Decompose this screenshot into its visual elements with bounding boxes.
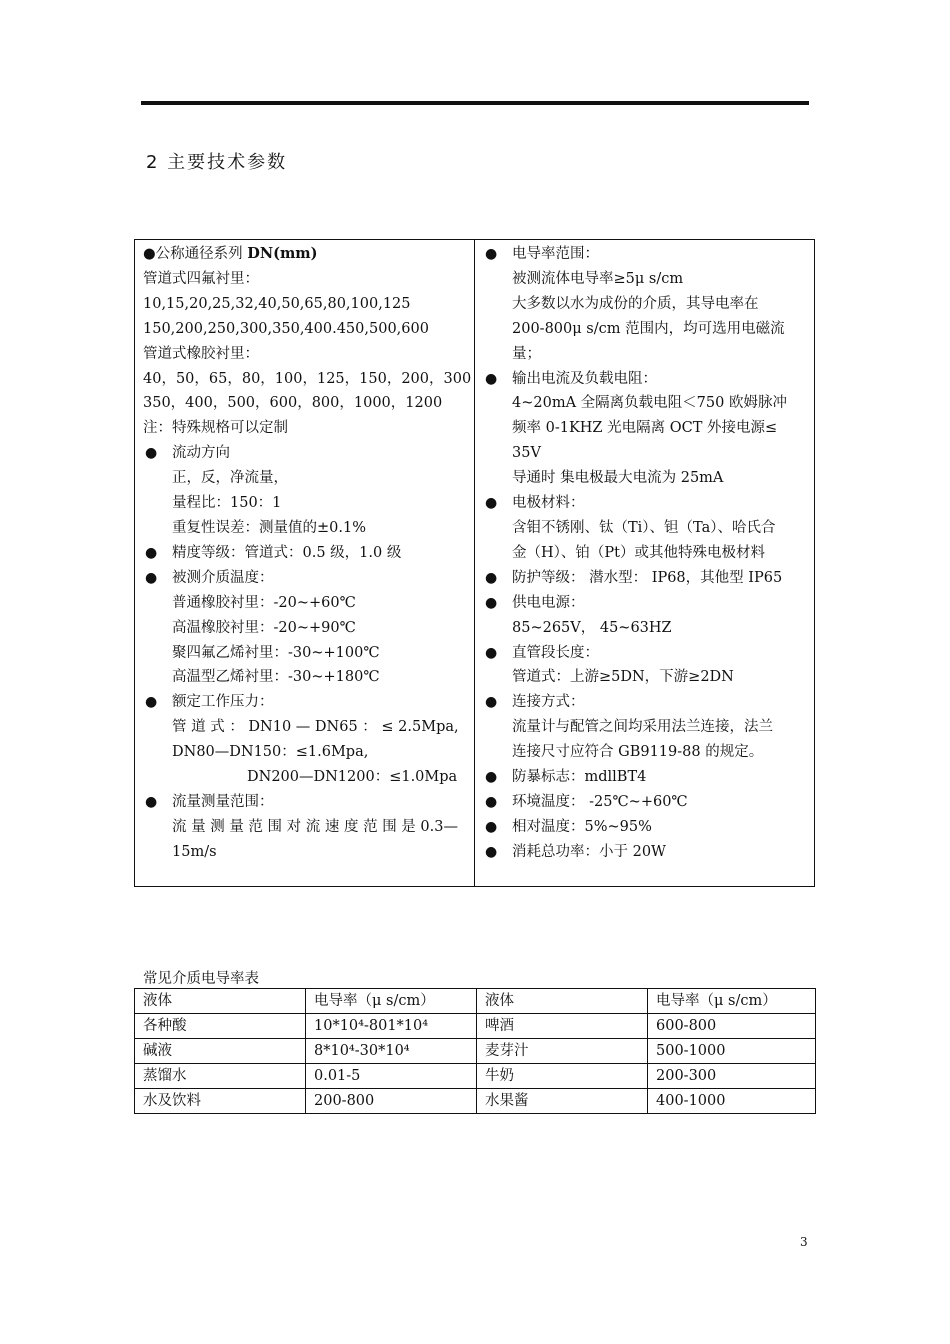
table-header-cell: 电导率（μ s/cm） bbox=[648, 989, 816, 1014]
spec-line: 200-800μ s/cm 范围内，均可选用电磁流 bbox=[512, 320, 785, 337]
bullet-icon: ● bbox=[145, 793, 158, 810]
spec-left-column bbox=[135, 240, 475, 886]
bullet-icon: ● bbox=[485, 694, 498, 711]
table-cell: 水果酱 bbox=[477, 1089, 648, 1114]
bullet-icon: ● bbox=[143, 246, 156, 262]
spec-line: 4~20mA 全隔离负载电阻＜750 欧姆脉冲 bbox=[512, 395, 787, 412]
bullet-icon: ● bbox=[485, 818, 498, 835]
spec-bullet-line bbox=[483, 367, 808, 392]
spec-line: 流 量 测 量 范 围 对 流 速 度 范 围 是 0.3— bbox=[172, 818, 458, 835]
spec-text: 环境温度： -25℃~+60℃ bbox=[512, 793, 688, 810]
spec-line: 被测流体电导率≥5μ s/cm bbox=[512, 270, 684, 287]
spec-line: 管道式橡胶衬里： bbox=[143, 345, 259, 362]
spec-text: 额定工作压力： bbox=[172, 694, 274, 711]
spec-line: 管 道 式 ： DN10 — DN65 ： ≤ 2.5Mpa, bbox=[172, 719, 459, 736]
table-cell: 麦芽汁 bbox=[477, 1039, 648, 1064]
conductivity-table bbox=[134, 988, 816, 1114]
spec-line: 金（H）、铂（Pt）或其他特殊电极材料 bbox=[512, 544, 765, 561]
page-number: 3 bbox=[800, 1235, 808, 1249]
table-header-cell: 电导率（μ s/cm） bbox=[306, 989, 477, 1014]
spec-bullet-line bbox=[483, 790, 808, 815]
spec-text: 连接方式： bbox=[512, 694, 585, 711]
table-cell: 600-800 bbox=[648, 1014, 816, 1039]
spec-line: 重复性误差：测量值的±0.1% bbox=[172, 519, 366, 536]
table-cell: 水及饮料 bbox=[135, 1089, 306, 1114]
bullet-icon: ● bbox=[485, 793, 498, 810]
spec-text: 防护等级： 潜水型： IP68，其他型 IP65 bbox=[512, 569, 783, 586]
spec-line bbox=[143, 242, 468, 267]
spec-bullet-line bbox=[143, 541, 468, 566]
spec-bullet-line bbox=[483, 591, 808, 616]
table-cell: 各种酸 bbox=[135, 1014, 306, 1039]
bullet-icon: ● bbox=[485, 843, 498, 860]
spec-line: 150,200,250,300,350,400.450,500,600 bbox=[143, 320, 429, 337]
spec-line: 高温型乙烯衬里：-30~+180℃ bbox=[172, 669, 380, 686]
spec-line: 量程比：150：1 bbox=[172, 495, 282, 512]
bullet-icon: ● bbox=[145, 544, 158, 561]
spec-bullet-line bbox=[483, 491, 808, 516]
spec-line: 流量计与配管之间均采用法兰连接，法兰 bbox=[512, 719, 773, 736]
spec-label-bold: DN(mm) bbox=[247, 245, 318, 262]
spec-text: 被测介质温度： bbox=[172, 569, 274, 586]
spec-text: 供电电源： bbox=[512, 594, 585, 611]
bullet-icon: ● bbox=[485, 495, 498, 512]
spec-bullet-line bbox=[483, 765, 808, 790]
spec-bullet-line bbox=[143, 441, 468, 466]
section-title: 2 主要技术参数 bbox=[146, 152, 288, 173]
spec-line: 导通时 集电极最大电流为 25mA bbox=[512, 470, 724, 487]
spec-line: 85~265V， 45~63HZ bbox=[512, 619, 672, 636]
table-cell: 蒸馏水 bbox=[135, 1064, 306, 1089]
spec-bullet-line bbox=[483, 840, 808, 865]
table-header-cell: 液体 bbox=[135, 989, 306, 1014]
spec-line: 大多数以水为成份的介质，其导电率在 bbox=[512, 295, 759, 312]
table-header-row bbox=[135, 989, 816, 1014]
table-cell: 200-300 bbox=[648, 1064, 816, 1089]
bullet-icon: ● bbox=[485, 246, 498, 262]
bullet-icon: ● bbox=[485, 769, 498, 786]
table-header-cell: 液体 bbox=[477, 989, 648, 1014]
spec-bullet-line bbox=[143, 790, 468, 815]
spec-line: 35V bbox=[512, 445, 541, 462]
spec-text: 防暴标志：mdllBT4 bbox=[512, 769, 647, 786]
spec-line: 40，50，65，80，100，125，150，200，300 bbox=[143, 370, 472, 387]
spec-table bbox=[134, 239, 815, 887]
spec-text: 精度等级：管道式：0.5 级，1.0 级 bbox=[172, 544, 402, 561]
spec-line: 管道式四氟衬里： bbox=[143, 270, 259, 287]
spec-line: 350，400，500，600，800，1000，1200 bbox=[143, 395, 443, 412]
table-cell: 牛奶 bbox=[477, 1064, 648, 1089]
spec-bullet-line bbox=[483, 690, 808, 715]
spec-line: 高温橡胶衬里：-20~+90℃ bbox=[172, 619, 356, 636]
table-cell: 10*10⁴-801*10⁴ bbox=[306, 1014, 477, 1039]
spec-line: 管道式：上游≥5DN，下游≥2DN bbox=[512, 669, 734, 686]
spec-line: 连接尺寸应符合 GB9119-88 的规定。 bbox=[512, 744, 764, 761]
spec-bullet-line bbox=[143, 690, 468, 715]
table-cell: 0.01-5 bbox=[306, 1064, 477, 1089]
table-cell: 啤酒 bbox=[477, 1014, 648, 1039]
bullet-icon: ● bbox=[145, 569, 158, 586]
spec-line: 含钼不锈刚、钛（Ti）、钽（Ta）、哈氏合 bbox=[512, 519, 776, 536]
spec-line: 普通橡胶衬里：-20~+60℃ bbox=[172, 594, 356, 611]
spec-line: DN80—DN150：≤1.6Mpa, bbox=[172, 744, 369, 761]
spec-line: 量； bbox=[512, 345, 541, 362]
table-row bbox=[135, 1089, 816, 1114]
spec-text: 电导率范围： bbox=[512, 246, 599, 262]
spec-text: 消耗总功率：小于 20W bbox=[512, 843, 666, 860]
spec-line: 注：特殊规格可以定制 bbox=[143, 420, 288, 437]
spec-line: 正，反，净流量， bbox=[172, 470, 288, 487]
bullet-icon: ● bbox=[485, 370, 498, 387]
spec-bullet-line bbox=[143, 566, 468, 591]
spec-text: 输出电流及负载电阻： bbox=[512, 370, 657, 387]
table-cell: 8*10⁴-30*10⁴ bbox=[306, 1039, 477, 1064]
bullet-icon: ● bbox=[485, 644, 498, 661]
table-cell: 500-1000 bbox=[648, 1039, 816, 1064]
table-cell: 200-800 bbox=[306, 1089, 477, 1114]
spec-line: 15m/s bbox=[172, 843, 217, 860]
spec-text: 流量测量范围： bbox=[172, 793, 274, 810]
spec-text: 直管段长度： bbox=[512, 644, 599, 661]
bullet-icon: ● bbox=[485, 594, 498, 611]
conductivity-table-caption: 常见介质电导率表 bbox=[143, 971, 259, 987]
header-rule bbox=[141, 101, 809, 105]
spec-text: 电极材料： bbox=[512, 495, 585, 512]
spec-line: 10,15,20,25,32,40,50,65,80,100,125 bbox=[143, 295, 411, 312]
bullet-icon: ● bbox=[485, 569, 498, 586]
spec-bullet-line bbox=[483, 815, 808, 840]
spec-bullet-line bbox=[483, 566, 808, 591]
spec-bullet-line bbox=[483, 242, 808, 267]
bullet-icon: ● bbox=[145, 694, 158, 711]
spec-text: 流动方向 bbox=[172, 445, 230, 462]
spec-bullet-line bbox=[483, 641, 808, 666]
table-cell: 碱液 bbox=[135, 1039, 306, 1064]
spec-line: 频率 0-1KHZ 光电隔离 OCT 外接电源≤ bbox=[512, 420, 778, 437]
spec-label: 公称通径系列 bbox=[155, 246, 243, 262]
table-row bbox=[135, 1039, 816, 1064]
spec-line: DN200—DN1200：≤1.0Mpa bbox=[247, 769, 458, 786]
spec-text: 相对温度：5%~95% bbox=[512, 818, 652, 835]
bullet-icon: ● bbox=[145, 445, 158, 462]
spec-line: 聚四氟乙烯衬里：-30~+100℃ bbox=[172, 644, 380, 661]
table-cell: 400-1000 bbox=[648, 1089, 816, 1114]
spec-right-column bbox=[475, 240, 814, 886]
table-row bbox=[135, 1064, 816, 1089]
table-row bbox=[135, 1014, 816, 1039]
